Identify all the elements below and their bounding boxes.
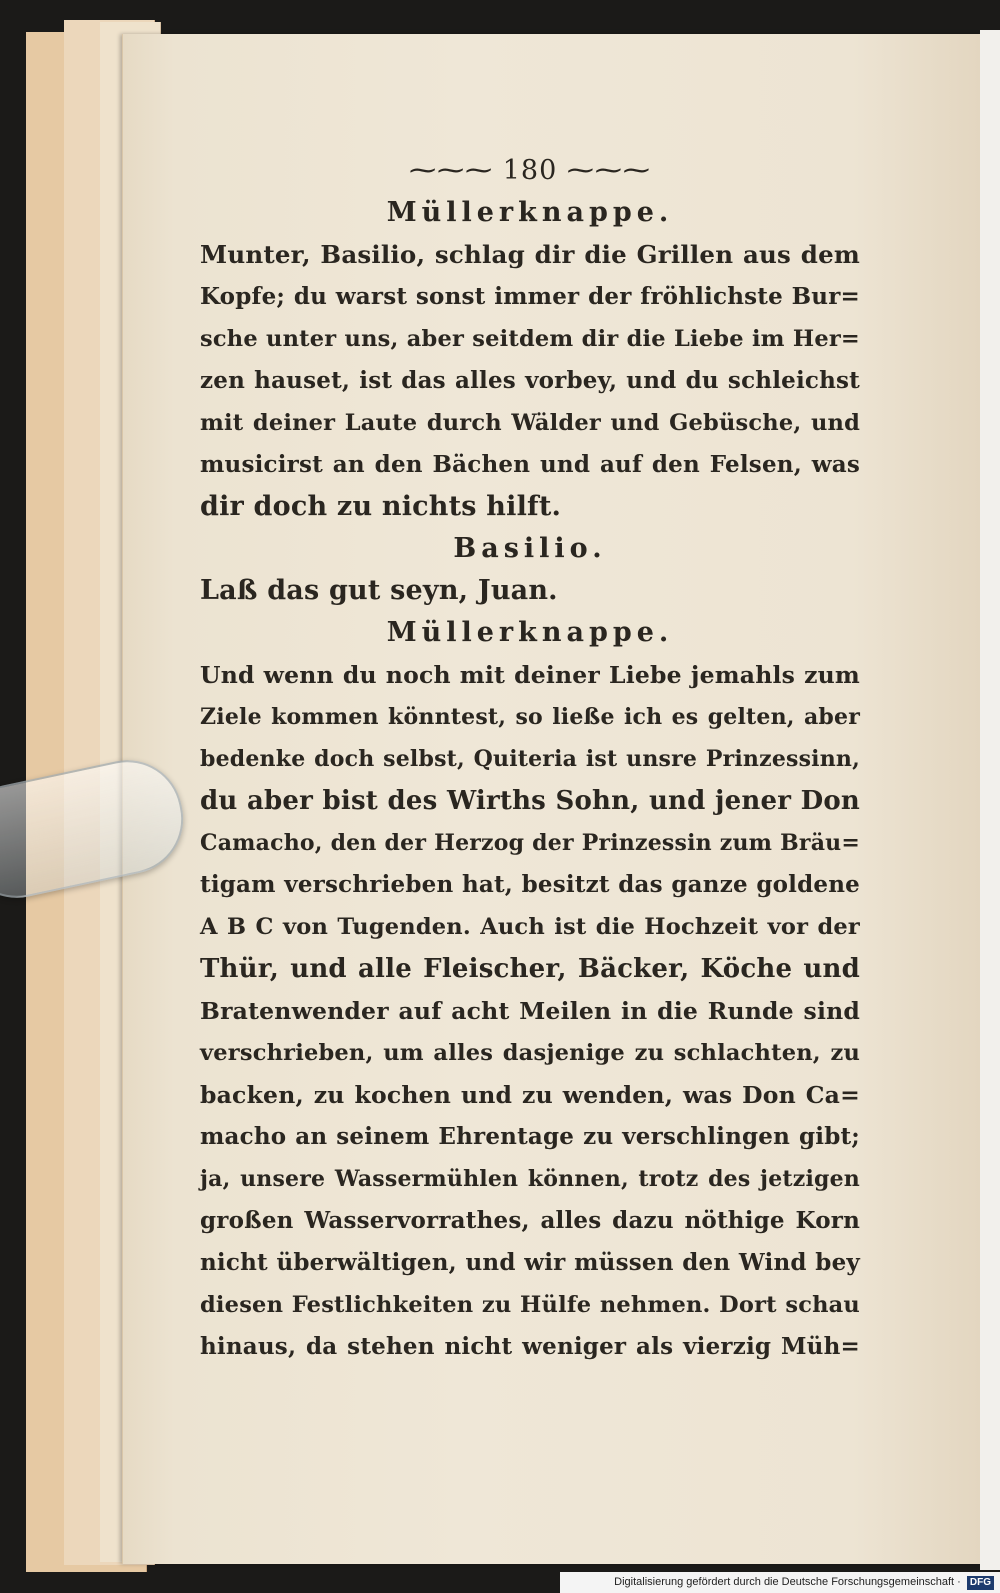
text-line: Camacho, den der Herzog der Prinzessin zum Bräu= — [200, 830, 860, 856]
credit-text: Digitalisierung gefördert durch die Deutsche Forschungsgemeinschaft · — [614, 1576, 961, 1588]
text-line: sche unter uns, aber seitdem dir die Liebe im Her= — [200, 326, 860, 352]
text-line: Und wenn du noch mit deiner Liebe jemahls zum — [200, 661, 860, 689]
text-line: A B C von Tugenden. Auch ist die Hochzeit vor der — [200, 914, 860, 940]
text-line: du aber bist des Wirths Sohn, und jener Don — [200, 786, 860, 816]
text-line: diesen Festlichkeiten zu Hülfe nehmen. Dort schau — [200, 1292, 860, 1318]
text-line: Laß das gut seyn, Juan. — [200, 575, 558, 606]
digitization-credit — [560, 1572, 1000, 1593]
text-line: Kopfe; du warst sonst immer der fröhlichste Bur= — [200, 283, 860, 310]
text-line: musicirst an den Bächen und auf den Felsen, was — [200, 451, 860, 478]
speaker-name: Müllerknappe. — [386, 197, 674, 228]
text-line: zen hauset, ist das alles vorbey, und du schleichst — [200, 367, 860, 394]
page-number: ⁓⁓⁓ 180 ⁓⁓⁓ — [409, 155, 651, 186]
text-line: Thür, und alle Fleischer, Bäcker, Köche und — [200, 954, 860, 984]
text-line: verschrieben, um alles dasjenige zu schlachten, zu — [200, 1040, 860, 1066]
text-line: bedenke doch selbst, Quiteria ist unsre Prinzessinn, — [200, 746, 860, 772]
page-right-margin — [980, 30, 1000, 1570]
text-line: nicht überwältigen, und wir müssen den Wind bey — [200, 1249, 860, 1276]
text-line: ja, unsere Wassermühlen können, trotz des jetzigen — [200, 1166, 860, 1192]
text-line: macho an seinem Ehrentage zu verschlingen gibt; — [200, 1123, 860, 1150]
page-text — [200, 150, 860, 1368]
text-line: mit deiner Laute durch Wälder und Gebüsche, und — [200, 410, 860, 436]
speaker-name: Müllerknappe. — [386, 617, 674, 648]
text-line: Bratenwender auf acht Meilen in die Runde sind — [200, 997, 860, 1025]
text-line: Munter, Basilio, schlag dir die Grillen aus dem — [200, 240, 860, 269]
text-line: dir doch zu nichts hilft. — [200, 491, 562, 522]
text-line: Ziele kommen könntest, so ließe ich es gelten, aber — [200, 704, 860, 730]
text-line: hinaus, da stehen nicht weniger als vierzig Müh= — [200, 1333, 860, 1360]
text-blocks — [200, 192, 860, 1368]
speaker-name: Basilio. — [453, 533, 607, 564]
text-line: tigam verschrieben hat, besitzt das ganze goldene — [200, 871, 860, 898]
dfg-logo: DFG — [967, 1576, 994, 1590]
text-line: großen Wasservorrathes, alles dazu nöthige Korn — [200, 1207, 860, 1234]
text-line: backen, zu kochen und zu wenden, was Don Ca= — [200, 1081, 860, 1109]
